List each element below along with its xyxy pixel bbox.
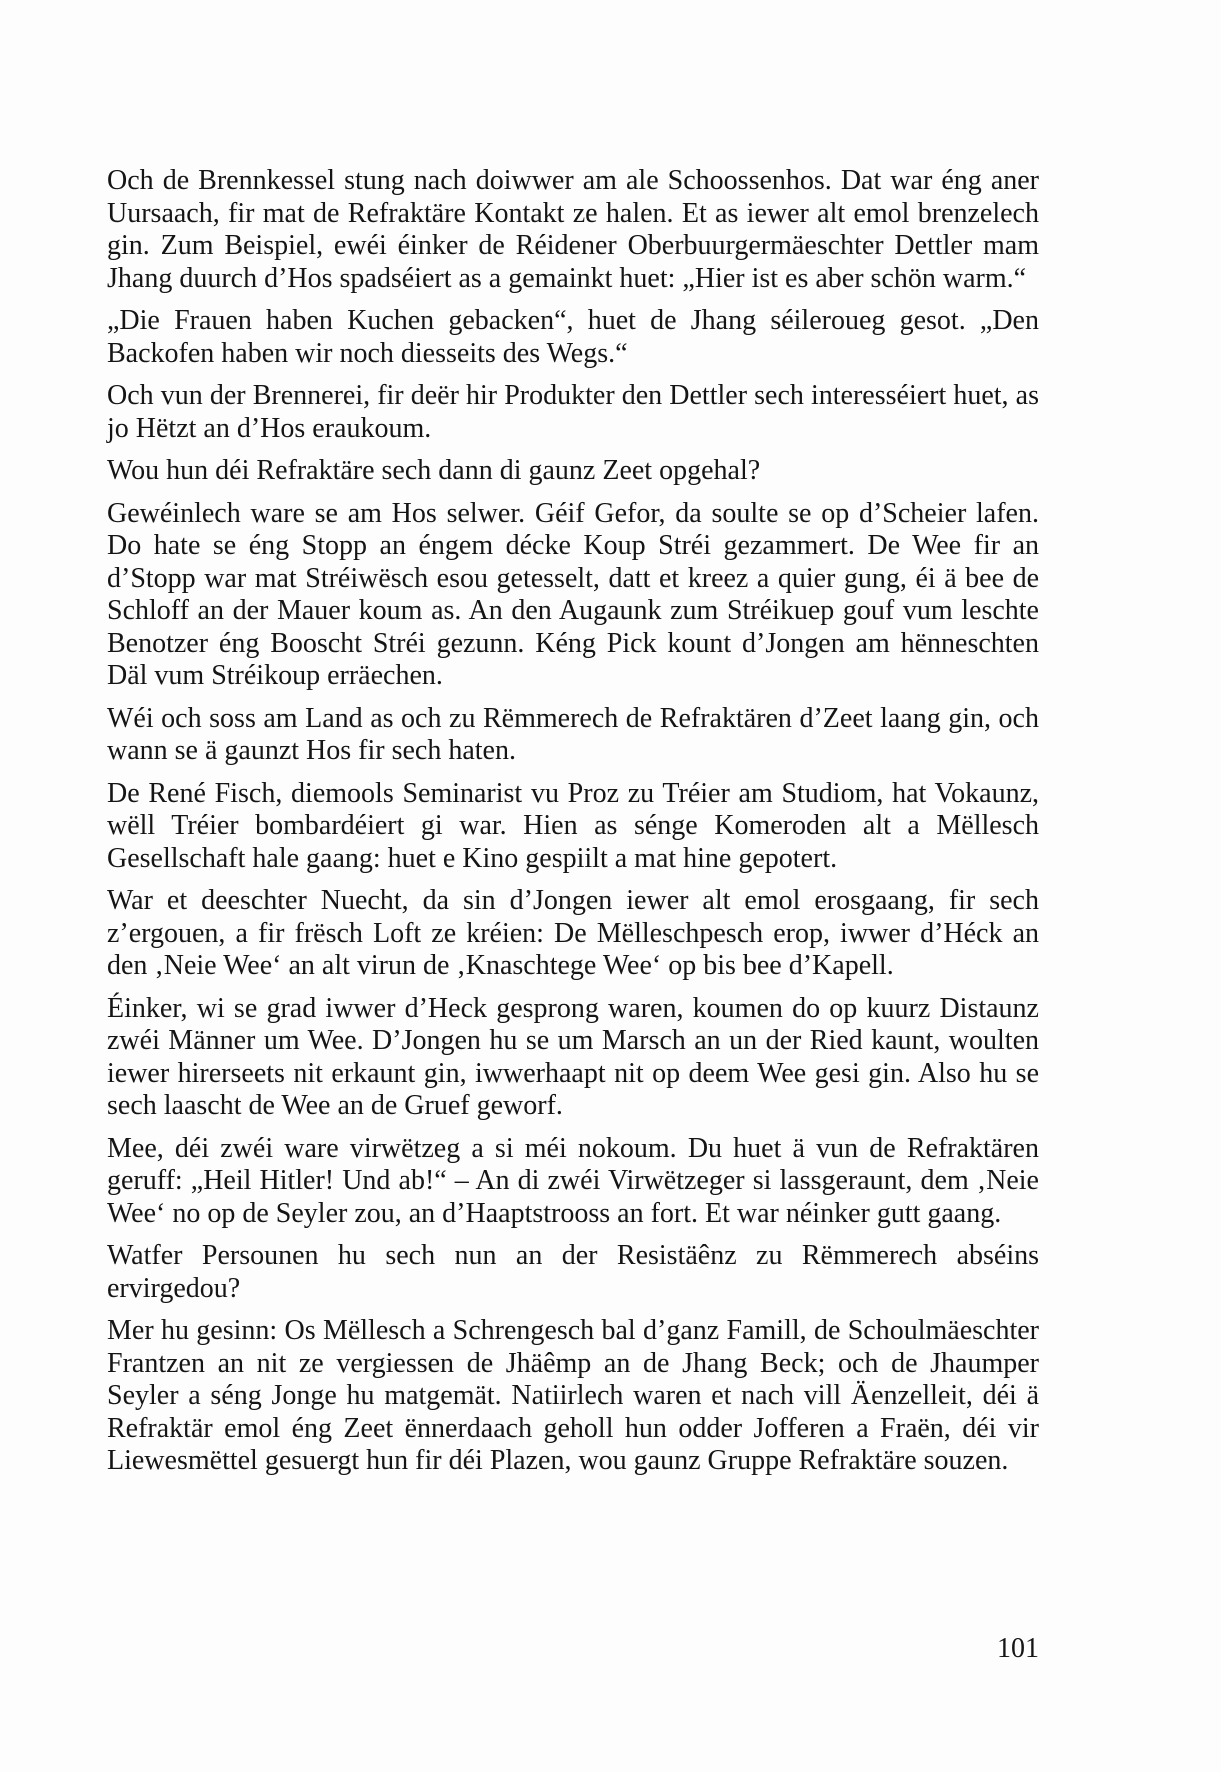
paragraph: Mer hu gesinn: Os Mëllesch a Schrengesch bal d’ganz Famill, de Schoulmäeschter Frantzen an nit ze vergiessen de Jhäêmp an de Jhang Beck; och de Jhaumper Seyler a séng Jonge hu matgemät. Natiirlech waren et nach vill Äenzelleit, déi ä Refraktär emol éng Zeet ënnerdaach geholl hun odder Jofferen a Fraën, déi vir Liewesmëttel gesuergt hun fir déi Plazen, wou gaunz Gruppe Refraktäre souzen. — [107, 1315, 1039, 1476]
paragraph: War et deeschter Nuecht, da sin d’Jongen iewer alt emol erosgaang, fir sech z’ergouen, a fir frësch Loft ze kréien: De Mëlleschpesch erop, iwwer d’Héck an den ‚Neie Wee‘ an alt virun de ‚Knaschtege Wee‘ op bis bee d’Kapell. — [107, 885, 1039, 981]
page-number: 101 — [997, 1633, 1039, 1664]
paragraph: De René Fisch, diemools Seminarist vu Proz zu Tréier am Studiom, hat Vokaunz, wëll Tréier bombardéiert gi war. Hien as sénge Komeroden alt a Mëllesch Gesellschaft hale gaang: huet e Kino gespiilt a mat hine gepotert. — [107, 777, 1039, 874]
paragraph: Gewéinlech ware se am Hos selwer. Géif Gefor, da soulte se op d’Scheier lafen. Do hate se éng Stopp an éngem décke Koup Stréi gezammert. De Wee fir an d’Stopp war mat Stréiwësch esou getesselt, datt et kreez a quier gung, éi ä bee de Schloff an der Mauer koum as. An den Augaunk zum Stréikuep gouf vum leschte Benotzer éng Booscht Stréi gezunn. Kéng Pick kount d’Jongen am hënneschten Däl vum Stréikoup erräechen. — [107, 497, 1039, 691]
page-body — [107, 165, 1039, 1488]
paragraph: Watfer Persounen hu sech nun an der Resistäênz zu Rëmmerech abséins ervirgedou? — [107, 1240, 1039, 1304]
paragraph: Éinker, wi se grad iwwer d’Heck gesprong waren, koumen do op kuurz Distaunz zwéi Männer um Wee. D’Jongen hu se um Marsch an un der Ried kaunt, woulten iewer hirerseets nit erkaunt gin, iwwerhaapt nit op deem Wee gesi gin. Also hu se sech laascht de Wee an de Gruef geworf. — [107, 992, 1039, 1121]
paragraph: Och de Brennkessel stung nach doiwwer am ale Schoossenhos. Dat war éng aner Uursaach, fir mat de Refraktäre Kontakt ze halen. Et as iewer alt emol brenzelech gin. Zum Beispiel, ewéi éinker de Réidener Oberbuurgermäeschter Dettler mam Jhang duurch d’Hos spadséiert as a gemainkt huet: „Hier ist es aber schön warm.“ — [107, 165, 1039, 294]
paragraph: Wéi och soss am Land as och zu Rëmmerech de Refraktären d’Zeet laang gin, och wann se ä gaunzt Hos fir sech haten. — [107, 702, 1039, 766]
paragraph: „Die Frauen haben Kuchen gebacken“, huet de Jhang séileroueg gesot. „Den Backofen haben wir noch diesseits des Wegs.“ — [107, 305, 1039, 369]
paragraph: Wou hun déi Refraktäre sech dann di gaunz Zeet opgehal? — [107, 455, 761, 486]
paragraph: Och vun der Brennerei, fir deër hir Produkter den Dettler sech interesséiert huet, as jo Hëtzt an d’Hos eraukoum. — [107, 380, 1039, 444]
paragraph: Mee, déi zwéi ware virwëtzeg a si méi nokoum. Du huet ä vun de Refraktären geruff: „Heil Hitler! Und ab!“ – An di zwéi Virwëtzeger si lassgeraunt, dem ‚Neie Wee‘ no op de Seyler zou, an d’Haaptstrooss an fort. Et war néinker gutt gaang. — [107, 1132, 1039, 1229]
